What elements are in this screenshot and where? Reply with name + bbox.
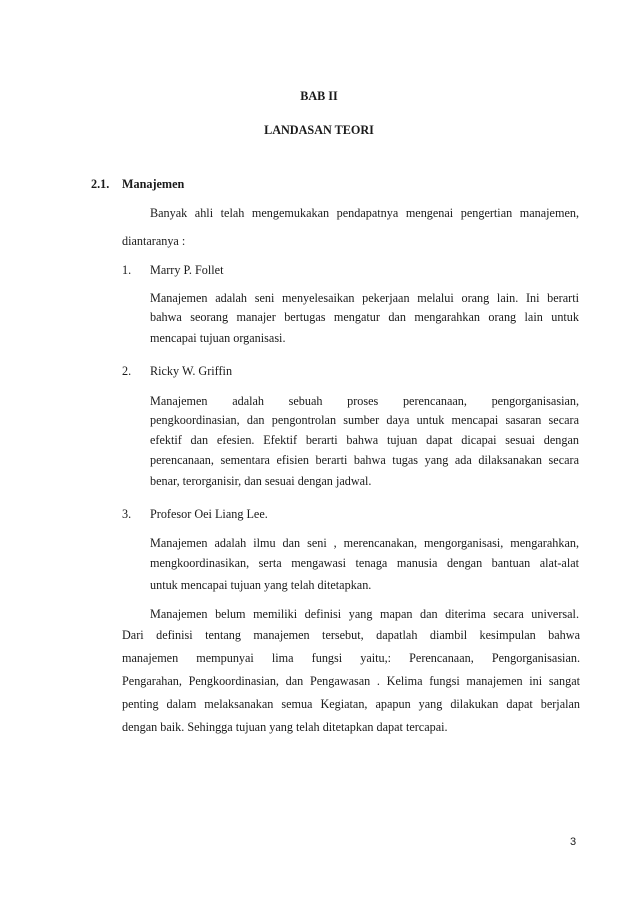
chapter-title: LANDASAN TEORI bbox=[264, 123, 374, 137]
item-2-line-3: efektif dan efesien. Efektif berarti bahwa tujuan dapat dicapai sesuai dengan bbox=[150, 433, 579, 447]
conclusion-line-2: Dari definisi tentang manajemen tersebut, dapatlah diambil kesimpulan bahwa bbox=[122, 628, 580, 642]
intro-line-1: Banyak ahli telah mengemukakan pendapatnya mengenai pengertian manajemen, bbox=[150, 206, 579, 220]
item-3-name: Profesor Oei Liang Lee. bbox=[150, 507, 268, 521]
section-number: 2.1. bbox=[91, 177, 110, 191]
item-1-line-3: mencapai tujuan organisasi. bbox=[150, 331, 286, 345]
conclusion-line-4: Pengarahan, Pengkoordinasian, dan Pengawasan . Kelima fungsi manajemen ini sangat bbox=[122, 674, 580, 688]
item-3-line-1: Manajemen adalah ilmu dan seni , merencanakan, mengorganisasi, mengarahkan, bbox=[150, 536, 579, 550]
item-1-line-1: Manajemen adalah seni menyelesaikan pekerjaan melalui orang lain. Ini berarti bbox=[150, 291, 579, 305]
item-1-number: 1. bbox=[122, 263, 132, 277]
conclusion-line-5: penting dalam melaksanakan semua Kegiatan, apapun yang dilakukan dapat berjalan bbox=[122, 697, 580, 711]
conclusion-line-1: Manajemen belum memiliki definisi yang mapan dan diterima secara universal. bbox=[150, 607, 579, 621]
section-title: Manajemen bbox=[122, 177, 185, 191]
item-2-number: 2. bbox=[122, 364, 132, 378]
item-2-line-4: perencanaan, sementara efisien berarti bahwa tugas yang ada dilaksanakan secara bbox=[150, 453, 579, 467]
conclusion-line-6: dengan baik. Sehingga tujuan yang telah ditetapkan dapat tercapai. bbox=[122, 720, 448, 734]
intro-line-2: diantaranya : bbox=[122, 234, 186, 248]
item-2-name: Ricky W. Griffin bbox=[150, 364, 233, 378]
item-2-line-5: benar, terorganisir, dan sesuai dengan jadwal. bbox=[150, 474, 372, 488]
item-2-line-1: Manajemen adalah sebuah proses perencanaan, pengorganisasian, bbox=[150, 394, 579, 408]
item-3-number: 3. bbox=[122, 507, 132, 521]
item-2-line-2: pengkoordinasian, dan pengontrolan sumber daya untuk mencapai sasaran secara bbox=[150, 413, 579, 427]
item-3-line-2: mengkoordinasikan, serta mengawasi tenaga manusia dengan bantuan alat-alat bbox=[150, 556, 579, 570]
item-1-name: Marry P. Follet bbox=[150, 263, 224, 277]
page-number: 3 bbox=[570, 836, 577, 848]
conclusion-line-3: manajemen mempunyai lima fungsi yaitu,: Perencanaan, Pengorganisasian. bbox=[122, 651, 580, 665]
item-1-line-2: bahwa seorang manajer bertugas mengatur dan mengarahkan orang lain untuk bbox=[150, 310, 579, 324]
item-3-line-3: untuk mencapai tujuan yang telah ditetapkan. bbox=[150, 578, 372, 592]
chapter-heading: BAB II bbox=[300, 89, 338, 103]
